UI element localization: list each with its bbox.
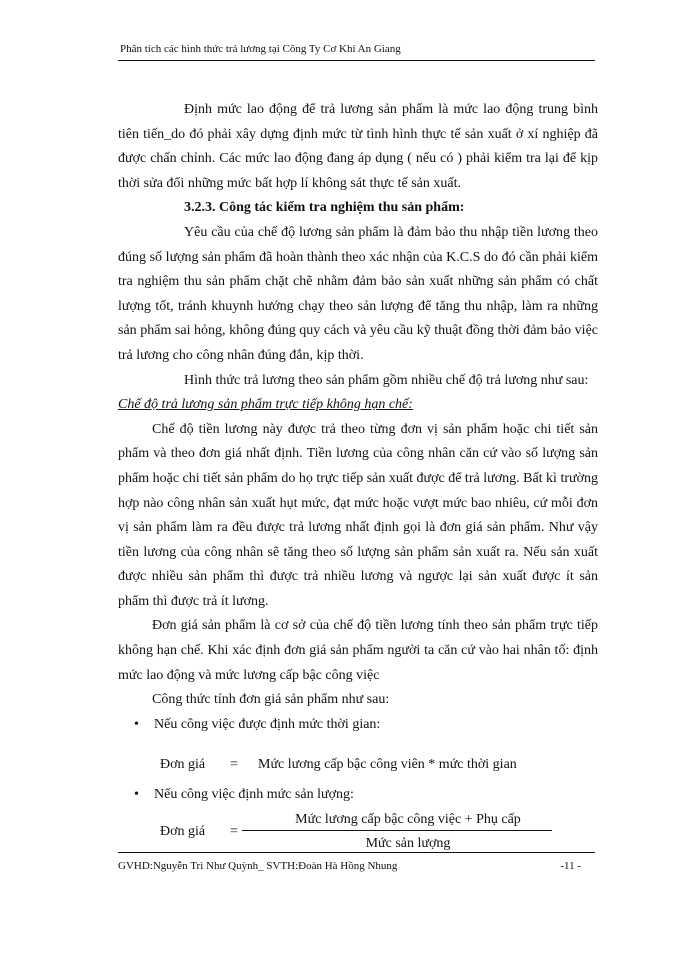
formula-2-denominator: Mức sản lượng	[365, 836, 451, 852]
bullet-text-1: Nếu công việc được định mức thời gian:	[154, 716, 381, 732]
bullet-item-1	[118, 713, 598, 738]
footer	[118, 860, 595, 872]
paragraph-5: Đơn giá sản phẩm là cơ sở của chế độ tiền lương tính theo sản phẩm trực tiếp không hạn chế. Khi xác định đơn giá sản phẩm người ta căn cứ vào hai nhân tố: định mức lao động và mức lương cấp bậc công việc	[118, 618, 598, 683]
paragraph-4: Chế độ tiền lương này được trả theo từng đơn vị sản phẩm hoặc chi tiết sản phẩm và theo đơn giá nhất định. Tiền lương của công nhân căn cứ vào số lượng sản phẩm hoặc chi tiết sản phẩm do họ trực tiếp sản xuất được để trả lương. Bất kì trường hợp nào công nhân sản xuất hụt mức, đạt mức hoặc vượt mức bao nhiêu, cứ mỗi đơn vị sản phẩm làm ra đều được trả lương nhất định gọi là đơn giá sản phẩm. Như vậy tiền lương của công nhân sẽ tăng theo số lượng sản phẩm sản xuất ra. Nếu sản xuất được nhiều sản phẩm thì được trả nhiều lương và ngược lại sản xuất được ít sản phẩm thì được trả ít lương.	[118, 421, 598, 609]
formula-time	[118, 753, 598, 777]
section-heading: 3.2.3. Công tác kiểm tra nghiệm thu sản phẩm:	[184, 200, 465, 216]
sub-heading: Chế độ trả lương sản phẩm trực tiếp không hạn chế:	[118, 397, 413, 413]
formula-2-lhs: Đơn giá	[160, 824, 206, 840]
header-rule	[118, 60, 595, 61]
paragraph-2: Yêu cầu của chế độ lương sản phẩm là đảm bảo thu nhập tiền lương theo đúng số lượng sản phẩm đã hoàn thành theo xác nhận của K.C.S do đó cần phải kiểm tra nghiệm thu sản phẩm chặt chẽ nhằm đảm bảo sản xuất những sản phẩm có chất lượng tốt, tránh khuynh hướng chạy theo sản lượng để tăng thu nhập, làm ra những sản phẩm sai hỏng, không đúng quy cách và yêu cầu kỹ thuật đồng thời đảm bảo việc trả lương cho công nhân đúng đắn, kịp thời.	[118, 224, 598, 363]
paragraph-6: Công thức tính đơn giá sản phẩm như sau:	[152, 692, 390, 708]
footer-authors: GVHD:Nguyễn Tri Như Quỳnh_ SVTH:Đoàn Hà Hồng Nhung	[118, 860, 398, 872]
paragraph-1: Định mức lao động để trả lương sản phẩm là mức lao động trung bình tiên tiến_do đó phải xây dựng định mức từ tình hình thực tế sản xuất ở xí nghiệp đã được chấn chỉnh. Các mức lao động đang áp dụng ( nếu có ) phải kiểm tra lại để kịp thời sửa đổi những mức bất hợp lí không sát thực tế sản xuất.	[118, 102, 598, 191]
bullet-text-2: Nếu công việc định mức sản lượng:	[154, 787, 354, 803]
formula-2-numerator: Mức lương cấp bậc công việc + Phụ cấp	[295, 812, 521, 828]
formula-output	[118, 808, 598, 858]
running-header: Phân tích các hình thức trả lương tại Công Ty Cơ Khí An Giang	[120, 43, 401, 55]
bullet-item-2	[118, 783, 598, 808]
formula-1-equals: =	[230, 757, 238, 773]
formula-1-lhs: Đơn giá	[160, 757, 206, 773]
formula-2-equals: =	[230, 824, 238, 840]
bullet-icon: •	[134, 716, 139, 732]
bullet-icon: •	[134, 787, 139, 803]
formula-1-rhs: Mức lương cấp bậc công viên * mức thời gian	[258, 757, 517, 773]
paragraph-3: Hình thức trả lương theo sản phẩm gồm nhiều chế độ trả lương như sau:	[184, 372, 589, 388]
footer-rule	[118, 852, 595, 853]
page-number: -11 -	[560, 860, 581, 872]
page-body	[118, 98, 598, 858]
fraction-bar	[242, 830, 552, 831]
